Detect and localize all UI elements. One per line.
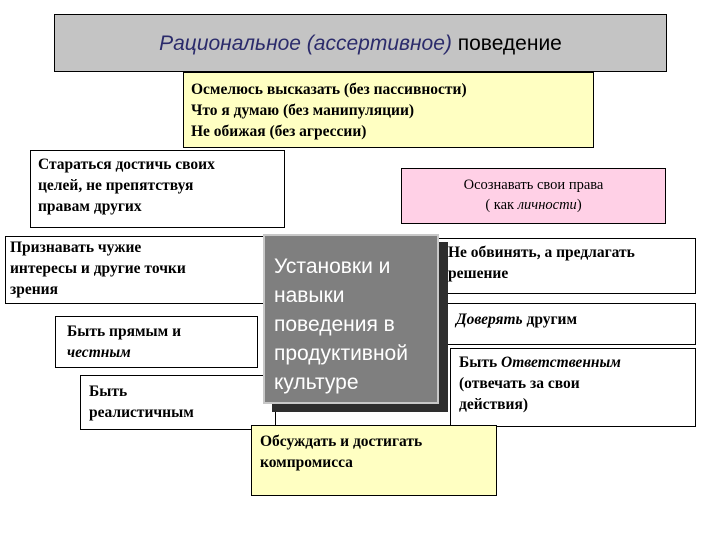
goals-line-3: правам других [38,198,142,215]
responsibility-line-1 [459,352,695,373]
interests-line-2: интересы и другие точки [10,260,186,277]
express-opinion-box [183,72,594,148]
goals-line-1: Стараться достичь своих [38,156,215,173]
express-line-3: Не обижая (без агрессии) [191,123,367,140]
rights-line-2-prefix: ( как [485,197,515,213]
compromise-line-2: компромисса [260,454,353,471]
rights-line-2-italic: личности [517,197,577,213]
express-line-1: Осмелюсь высказать (без пассивности) [191,81,467,98]
trust-box [438,303,696,345]
trust-italic-text: Доверять [456,311,523,328]
realistic-line-2: реалистичным [89,404,194,421]
responsibility-italic: Ответственным [501,354,621,371]
responsibility-plain: Быть [459,354,498,371]
express-line-2: Что я думаю (без манипуляции) [191,102,415,119]
honest-line-2: честным [67,344,131,361]
compromise-line-1: Обсуждать и достигать [260,433,423,450]
blame-line-1: Не обвинять, а предлагать [448,244,635,261]
trust-line [456,309,695,330]
honest-line-1: Быть прямым и [67,323,181,340]
goals-line-2: целей, не препятствуя [38,177,194,194]
blame-line-2: решение [448,265,509,282]
title-italic-text: Рациональное (ассертивное) [159,31,452,55]
center-box: Установки и навыки поведения в продуктивной культуре [263,234,439,404]
interests-line-1: Признавать чужие [10,239,142,256]
realistic-box [80,375,276,430]
trust-plain-text: другим [526,311,578,328]
honest-box [55,316,258,368]
rights-line-2 [402,195,665,215]
rights-box [401,168,666,224]
compromise-box [251,425,497,496]
interests-line-3: зрения [10,281,58,298]
responsibility-box [450,348,696,427]
title-box [54,14,667,72]
rights-line-1: Осознавать свои права [463,177,604,193]
title-plain-text: поведение [457,31,562,55]
blame-box [438,238,696,294]
rights-line-2-suffix: ) [576,197,582,213]
responsibility-line-2: (отвечать за свои [459,375,580,392]
goals-box [30,150,285,228]
responsibility-line-3: действия) [459,396,528,413]
interests-box [5,236,264,304]
realistic-line-1: Быть [89,383,128,400]
